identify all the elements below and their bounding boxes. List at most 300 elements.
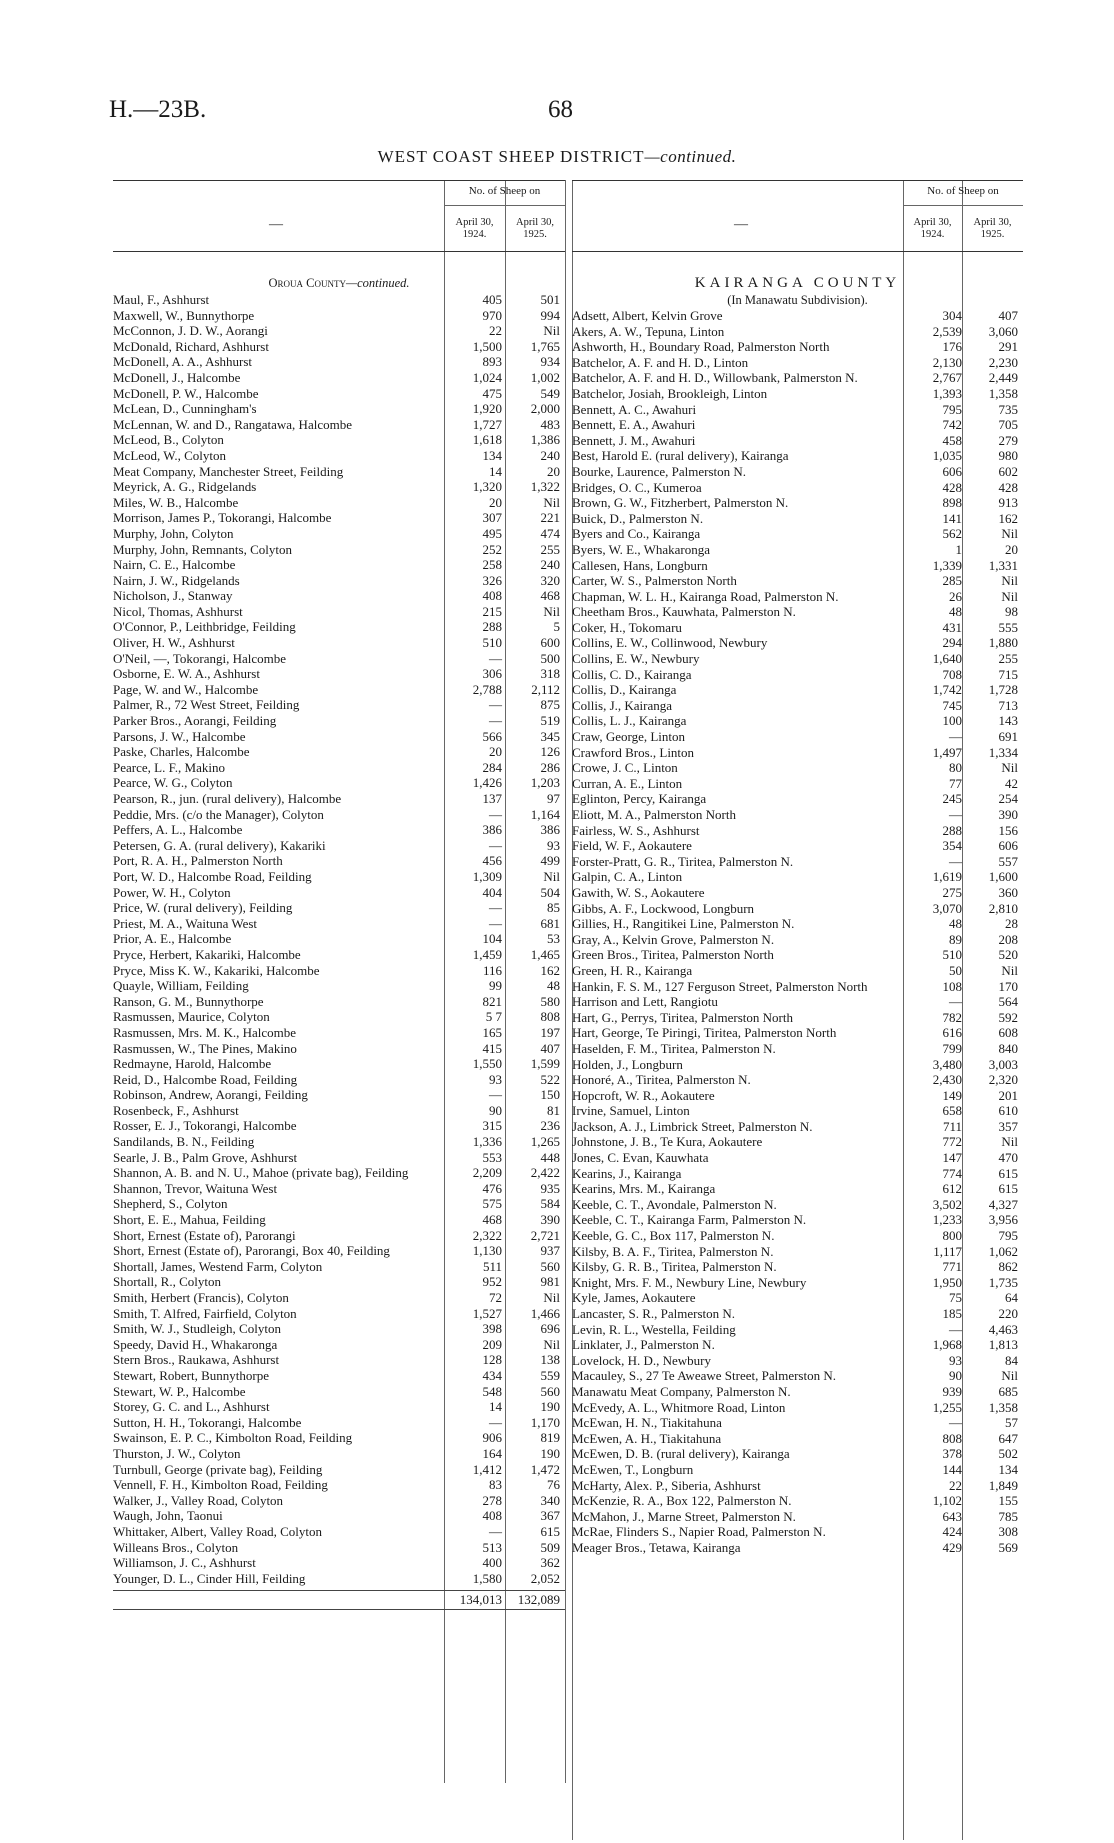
sheep-1924: — [949, 1321, 962, 1337]
sheep-1925: 509 [540, 1539, 560, 1555]
sheep-1924: 22 [489, 323, 502, 339]
owner-name: Rasmussen, Mrs. M. K., Halcombe [113, 1024, 297, 1040]
total-1924: 134,013 [459, 1592, 502, 1608]
sheep-1924: 606 [942, 463, 962, 479]
table-row [572, 1290, 1023, 1306]
sheep-1925: 1,203 [530, 775, 560, 791]
table-row [572, 823, 1023, 839]
table-row [113, 1118, 565, 1134]
owner-name: Callesen, Hans, Longburn [572, 557, 708, 573]
owner-name: Searle, J. B., Palm Grove, Ashhurst [113, 1149, 298, 1165]
column-1924-header [903, 217, 962, 241]
owner-name: Keeble, C. T., Kairanga Farm, Palmerston N. [572, 1212, 807, 1228]
sheep-1925: 691 [998, 729, 1018, 745]
owner-name: Nairn, C. E., Halcombe [113, 557, 236, 573]
owner-name: Peddie, Mrs. (c/o the Manager), Colyton [113, 806, 324, 822]
sheep-1925: 53 [547, 931, 560, 947]
col2-line2: 1925. [523, 229, 547, 240]
table-row [572, 791, 1023, 807]
owner-name: Williamson, J. C., Ashhurst [113, 1555, 256, 1571]
table-row [572, 1072, 1023, 1088]
sheep-1924: 1,500 [472, 338, 502, 354]
owner-name: Prior, A. E., Halcombe [113, 931, 232, 947]
table-row [572, 1337, 1023, 1353]
sheep-1925: 602 [998, 463, 1018, 479]
table-row [113, 1025, 565, 1041]
owner-name: Short, E. E., Mahua, Feilding [113, 1212, 266, 1228]
sheep-1925: 150 [540, 1087, 560, 1103]
sheep-1925: 935 [540, 1180, 560, 1196]
sheep-1924: 553 [482, 1149, 502, 1165]
sheep-1925: 208 [998, 931, 1018, 947]
owner-name: Page, W. and W., Halcombe [113, 681, 259, 697]
sheep-1924: 970 [482, 307, 502, 323]
owner-name: McEwen, A. H., Tiakitahuna [572, 1430, 722, 1446]
owner-name: Parsons, J. W., Halcombe [113, 728, 246, 744]
owner-name: Gillies, H., Rangitikei Line, Palmerston N. [572, 916, 795, 932]
sheep-1925: 360 [998, 884, 1018, 900]
owner-name: Whittaker, Albert, Valley Road, Colyton [113, 1523, 323, 1539]
sheep-1924: 562 [942, 526, 962, 542]
sheep-1925: 81 [547, 1102, 560, 1118]
sheep-1925: 615 [540, 1523, 560, 1539]
sheep-1924: 2,209 [472, 1165, 502, 1181]
table-row [572, 324, 1023, 340]
sheep-1924: 89 [949, 931, 962, 947]
owner-name: Akers, A. W., Tepuna, Linton [572, 323, 725, 339]
owner-name: Maxwell, W., Bunnythorpe [113, 307, 255, 323]
sheep-1924: 306 [482, 666, 502, 682]
owner-name: Vennell, F. H., Kimbolton Road, Feilding [113, 1477, 328, 1493]
owner-name: Collins, E. W., Newbury [572, 651, 700, 667]
table-row [113, 1462, 565, 1478]
sheep-1924: 1,618 [472, 432, 502, 448]
sheep-1924: 50 [949, 962, 962, 978]
document-reference: H.—23B. [109, 96, 207, 123]
sheep-1925: 681 [540, 915, 560, 931]
owner-name: Smith, T. Alfred, Fairfield, Colyton [113, 1305, 297, 1321]
sheep-1925: 1,728 [988, 682, 1018, 698]
sheep-1925: 1,466 [530, 1305, 560, 1321]
sheep-1924: 408 [482, 588, 502, 604]
sheep-1925: 42 [1005, 775, 1018, 791]
sheep-1925: 994 [540, 307, 560, 323]
owner-name: Chapman, W. L. H., Kairanga Road, Palmerston N. [572, 588, 839, 604]
sheep-1925: 320 [540, 572, 560, 588]
sheep-1925: 190 [540, 1399, 560, 1415]
table-row [572, 1400, 1023, 1416]
owner-name: Hopcroft, W. R., Aokautere [572, 1087, 715, 1103]
sheep-1924: 77 [949, 775, 962, 791]
col2-line1: April 30, [516, 217, 554, 228]
sheep-1924: 795 [942, 401, 962, 417]
table-row [113, 1056, 565, 1072]
table-row [113, 1009, 565, 1025]
sheep-1925: 279 [998, 432, 1018, 448]
owner-name: Ranson, G. M., Bunnythorpe [113, 993, 264, 1009]
table-row [113, 495, 565, 511]
table-row [113, 354, 565, 370]
sheep-1924: — [489, 1414, 502, 1430]
owner-name: Redmayne, Harold, Halcombe [113, 1056, 272, 1072]
sheep-1924: — [489, 650, 502, 666]
sheep-1924: 404 [482, 884, 502, 900]
sheep-1925: 2,230 [988, 354, 1018, 370]
sheep-1924: 141 [942, 510, 962, 526]
sheep-1925: 20 [1005, 541, 1018, 557]
sheep-1924: — [489, 713, 502, 729]
table-row [572, 542, 1023, 558]
owner-name: Pearce, W. G., Colyton [113, 775, 233, 791]
table-row [572, 511, 1023, 527]
sheep-1924: 1,130 [472, 1243, 502, 1259]
sheep-1924: — [489, 1087, 502, 1103]
county-name: Oroua County [268, 276, 346, 290]
table-row [572, 1384, 1023, 1400]
table-row [572, 526, 1023, 542]
owner-name: McEwen, D. B. (rural delivery), Kairanga [572, 1446, 790, 1462]
owner-name: McEwan, H. N., Tiakitahuna [572, 1415, 722, 1431]
owner-name: Short, Ernest (Estate of), Parorangi [113, 1227, 296, 1243]
column-1925-header [505, 217, 565, 241]
table-row [113, 1368, 565, 1384]
table-row [113, 448, 565, 464]
left-divider-3 [565, 180, 566, 1783]
table-row [113, 1212, 565, 1228]
sheep-1925: 2,112 [531, 681, 560, 697]
col1-line2: 1924. [462, 229, 487, 240]
sheep-1925: 715 [998, 666, 1018, 682]
sheep-1925: 520 [998, 947, 1018, 963]
table-row [113, 822, 565, 838]
sheep-1925: 170 [998, 978, 1018, 994]
owner-name: Nicholson, J., Stanway [113, 588, 233, 604]
sheep-1924: — [489, 915, 502, 931]
sheep-1924: 898 [942, 495, 962, 511]
right-rows [572, 252, 1023, 1556]
table-row [572, 1212, 1023, 1228]
table-row [113, 978, 565, 994]
table-row [113, 666, 565, 682]
owner-name: Bennett, J. M., Awahuri [572, 432, 696, 448]
owner-name: Stern Bros., Raukawa, Ashhurst [113, 1352, 280, 1368]
sheep-1925: 1,358 [988, 1399, 1018, 1415]
sheep-1924: 476 [482, 1180, 502, 1196]
sheep-1924: 2,539 [932, 323, 962, 339]
sheep-1925: 201 [998, 1087, 1018, 1103]
sheep-1924: 80 [949, 760, 962, 776]
sheep-1925: 808 [540, 1009, 560, 1025]
owner-name: Storey, G. C. and L., Ashhurst [113, 1399, 270, 1415]
sheep-1924: 75 [949, 1290, 962, 1306]
sheep-1925: 592 [998, 1009, 1018, 1025]
table-row [572, 604, 1023, 620]
sheep-1925: 522 [540, 1071, 560, 1087]
table-row [572, 1431, 1023, 1447]
sheep-1925: 308 [998, 1524, 1018, 1540]
sheep-1925: 240 [540, 557, 560, 573]
table-row [572, 1041, 1023, 1057]
table-row [572, 480, 1023, 496]
table-row [113, 1415, 565, 1431]
sheep-1924: 1,968 [932, 1337, 962, 1353]
owner-name: Oliver, H. W., Ashhurst [113, 635, 235, 651]
sheep-1924: 185 [942, 1306, 962, 1321]
sheep-1925: 197 [540, 1024, 560, 1040]
table-row [572, 1353, 1023, 1369]
owner-name: Thurston, J. W., Colyton [113, 1445, 241, 1461]
sheep-1924: 475 [482, 385, 502, 401]
owner-name: Coker, H., Tokomaru [572, 619, 682, 635]
owner-name: Byers, W. E., Whakaronga [572, 541, 711, 557]
owner-name: Kyle, James, Aokautere [572, 1290, 696, 1306]
sheep-1924: 658 [942, 1103, 962, 1119]
table-row [572, 1150, 1023, 1166]
sheep-1924: 147 [942, 1150, 962, 1166]
sheep-1925: 340 [540, 1492, 560, 1508]
table-row [113, 1150, 565, 1166]
sheep-1924: 456 [482, 853, 502, 869]
sheep-1925: 48 [547, 978, 560, 994]
sheep-1925: Nil [1001, 588, 1018, 604]
owner-name: Power, W. H., Colyton [113, 884, 231, 900]
owner-name: Macauley, S., 27 Te Aweawe Street, Palmerston N. [572, 1368, 836, 1384]
sheep-1924: 468 [482, 1212, 502, 1228]
owner-name: Swainson, E. P. C., Kimbolton Road, Feilding [113, 1430, 353, 1446]
owner-name: Jones, C. Evan, Kauwhata [572, 1150, 709, 1166]
sheep-1925: 367 [540, 1508, 560, 1524]
sheep-1925: Nil [1001, 962, 1018, 978]
table-row [572, 386, 1023, 402]
table-row [572, 1462, 1023, 1478]
sheep-1924: 821 [482, 993, 502, 1009]
table-row [113, 1399, 565, 1415]
sheep-1924: 2,767 [932, 370, 962, 386]
table-row [113, 323, 565, 339]
sheep-1925: 2,810 [988, 900, 1018, 916]
sheep-1925: 468 [540, 588, 560, 604]
sheep-1924: 5 7 [485, 1009, 502, 1025]
sheep-1925: 483 [540, 416, 560, 432]
sheep-1925: 98 [1005, 604, 1018, 620]
table-row [572, 807, 1023, 823]
sheep-1925: 386 [540, 822, 560, 838]
sheep-1925: 606 [998, 838, 1018, 854]
table-row [572, 963, 1023, 979]
owner-name: Smith, W. J., Studleigh, Colyton [113, 1321, 281, 1337]
table-row [113, 479, 565, 495]
column-1925-header [962, 217, 1023, 241]
table-row [113, 1337, 565, 1353]
section-heading: KAIRANGA COUNTY [694, 275, 901, 291]
owner-name: Brown, G. W., Fitzherbert, Palmerston N. [572, 495, 789, 511]
page-number: 68 [548, 96, 573, 123]
sheep-1925: 1,358 [988, 385, 1018, 401]
sheep-1925: 1,880 [988, 635, 1018, 651]
col1-line2: 1924. [920, 229, 945, 240]
right-column [572, 180, 1023, 1556]
owner-name: Collis, L. J., Kairanga [572, 713, 687, 729]
sheep-1924: 893 [482, 354, 502, 370]
sheep-1924: 108 [942, 978, 962, 994]
sheep-1925: 615 [998, 1181, 1018, 1197]
table-row [113, 1259, 565, 1275]
sheep-1925: 255 [998, 651, 1018, 667]
sheep-1924: 378 [942, 1446, 962, 1462]
sheep-1924: 511 [482, 1258, 502, 1274]
owner-name: Johnstone, J. B., Te Kura, Aokautere [572, 1134, 763, 1150]
table-row [572, 1478, 1023, 1494]
sheep-count-header: No. of Sheep on [927, 185, 999, 197]
table-row [572, 776, 1023, 792]
owner-name: Paske, Charles, Halcombe [113, 744, 250, 760]
owner-name: Carter, W. S., Palmerston North [572, 573, 737, 589]
sheep-1924: 2,430 [932, 1072, 962, 1088]
sheep-1925: 559 [540, 1367, 560, 1383]
section-heading [113, 274, 565, 292]
owner-name: Port, R. A. H., Palmerston North [113, 853, 283, 869]
owner-name: Bridges, O. C., Kumeroa [572, 479, 702, 495]
owner-name: Holden, J., Longburn [572, 1056, 683, 1072]
owner-name: Field, W. F., Aokautere [572, 838, 692, 854]
owner-name: Green Bros., Tiritea, Palmerston North [572, 947, 774, 963]
sheep-1925: 580 [540, 993, 560, 1009]
table-row [572, 1088, 1023, 1104]
sheep-1924: 20 [489, 744, 502, 760]
sheep-1925: 190 [540, 1445, 560, 1461]
sheep-1924: 612 [942, 1181, 962, 1197]
table-row [572, 838, 1023, 854]
owner-name: Shannon, Trevor, Waituna West [113, 1180, 278, 1196]
sheep-1925: 504 [540, 884, 560, 900]
table-row [113, 994, 565, 1010]
sheep-1924: 307 [482, 510, 502, 526]
owner-name: Keeble, G. C., Box 117, Palmerston N. [572, 1228, 775, 1244]
owner-name: Gibbs, A. F., Lockwood, Longburn [572, 900, 755, 916]
sheep-1924: 2,130 [932, 354, 962, 370]
sheep-1925: 795 [998, 1228, 1018, 1244]
sheep-1924: 1,117 [933, 1243, 962, 1259]
sheep-1924: 1,580 [472, 1570, 502, 1586]
sheep-1925: 981 [540, 1274, 560, 1290]
table-row [113, 931, 565, 947]
sheep-1924: 14 [489, 463, 502, 479]
table-row [572, 1509, 1023, 1525]
col1-line1: April 30, [913, 217, 952, 228]
owner-name: Collis, D., Kairanga [572, 682, 677, 698]
owner-name: Turnbull, George (private bag), Feilding [113, 1461, 323, 1477]
table-row [113, 1134, 565, 1150]
owner-name: Knight, Mrs. F. M., Newbury Line, Newbury [572, 1274, 807, 1290]
sheep-1925: 549 [540, 385, 560, 401]
owner-name: Crawford Bros., Linton [572, 744, 695, 760]
table-row [113, 417, 565, 433]
owner-name: McLeod, B., Colyton [113, 432, 224, 448]
table-row [572, 464, 1023, 480]
owner-name: Meyrick, A. G., Ridgelands [113, 479, 257, 495]
table-row [572, 1119, 1023, 1135]
sheep-1925: 934 [540, 354, 560, 370]
owner-name: Pearce, L. F., Makino [113, 759, 225, 775]
sheep-1924: 1,339 [932, 557, 962, 573]
owner-name: Honoré, A., Tiritea, Palmerston N. [572, 1072, 751, 1088]
owner-name: Batchelor, A. F. and H. D., Linton [572, 354, 749, 370]
table-row [572, 1446, 1023, 1462]
owner-name: Morrison, James P., Tokorangi, Halcombe [113, 510, 332, 526]
table-row [572, 1166, 1023, 1182]
owner-name: McLeod, W., Colyton [113, 447, 227, 463]
sheep-1925: 291 [998, 339, 1018, 355]
sheep-1924: 3,480 [932, 1056, 962, 1072]
table-row [572, 1057, 1023, 1073]
table-row [113, 791, 565, 807]
owner-name: McDonell, J., Halcombe [113, 369, 241, 385]
sheep-1924: 1,309 [472, 868, 502, 884]
sheep-1925: 862 [998, 1259, 1018, 1275]
table-row [572, 1025, 1023, 1041]
sheep-1925: 318 [540, 666, 560, 682]
sheep-1925: 390 [998, 807, 1018, 822]
table-row [113, 744, 565, 760]
table-row [572, 448, 1023, 464]
table-row [572, 667, 1023, 683]
sheep-1925: 1,164 [530, 806, 560, 822]
sheep-1924: 1,550 [472, 1056, 502, 1072]
owner-name: Linklater, J., Palmerston N. [572, 1337, 715, 1353]
sheep-1925: 20 [547, 463, 560, 479]
owner-name: Keeble, C. T., Avondale, Palmerston N. [572, 1196, 777, 1212]
owner-name: McEwen, T., Longburn [572, 1461, 694, 1477]
sheep-1924: 93 [489, 1071, 502, 1087]
table-row [572, 947, 1023, 963]
table-row [113, 1243, 565, 1259]
owner-name: Galpin, C. A., Linton [572, 869, 683, 885]
owner-name: Robinson, Andrew, Aorangi, Feilding [113, 1087, 308, 1103]
owner-name: Bennett, A. C., Awahuri [572, 401, 697, 417]
table-row [113, 1493, 565, 1509]
table-row [572, 916, 1023, 932]
sheep-1925: 1,472 [530, 1461, 560, 1477]
sheep-1925: 156 [998, 822, 1018, 838]
owner-name: Shortall, James, Westend Farm, Colyton [113, 1258, 323, 1274]
sheep-1924: 1,255 [932, 1399, 962, 1415]
sheep-1925: 913 [998, 495, 1018, 511]
owner-name: Bourke, Laurence, Palmerston N. [572, 463, 747, 479]
name-column-header: — [734, 217, 748, 232]
sheep-1925: 76 [547, 1477, 560, 1493]
sheep-1924: 304 [942, 308, 962, 323]
owner-name: O'Connor, P., Leithbridge, Feilding [113, 619, 296, 635]
sheep-1924: — [949, 729, 962, 745]
sheep-1925: Nil [1001, 573, 1018, 589]
table-row [113, 1555, 565, 1571]
sheep-1924: 258 [482, 557, 502, 573]
sheep-1924: — [489, 1523, 502, 1539]
owner-name: Peffers, A. L., Halcombe [113, 822, 243, 838]
name-column-header: — [269, 217, 283, 232]
owner-name: Crowe, J. C., Linton [572, 760, 678, 776]
page-title [0, 147, 1114, 167]
owner-name: McMahon, J., Marne Street, Palmerston N. [572, 1508, 796, 1524]
table-row [572, 620, 1023, 636]
table-row [113, 1524, 565, 1540]
col2-line1: April 30, [973, 217, 1012, 228]
sheep-1925: 937 [540, 1243, 560, 1259]
sheep-1924: 458 [942, 432, 962, 448]
table-row [113, 713, 565, 729]
owner-name: Meat Company, Manchester Street, Feilding [113, 463, 344, 479]
owner-name: Sandilands, B. N., Feilding [113, 1134, 255, 1150]
